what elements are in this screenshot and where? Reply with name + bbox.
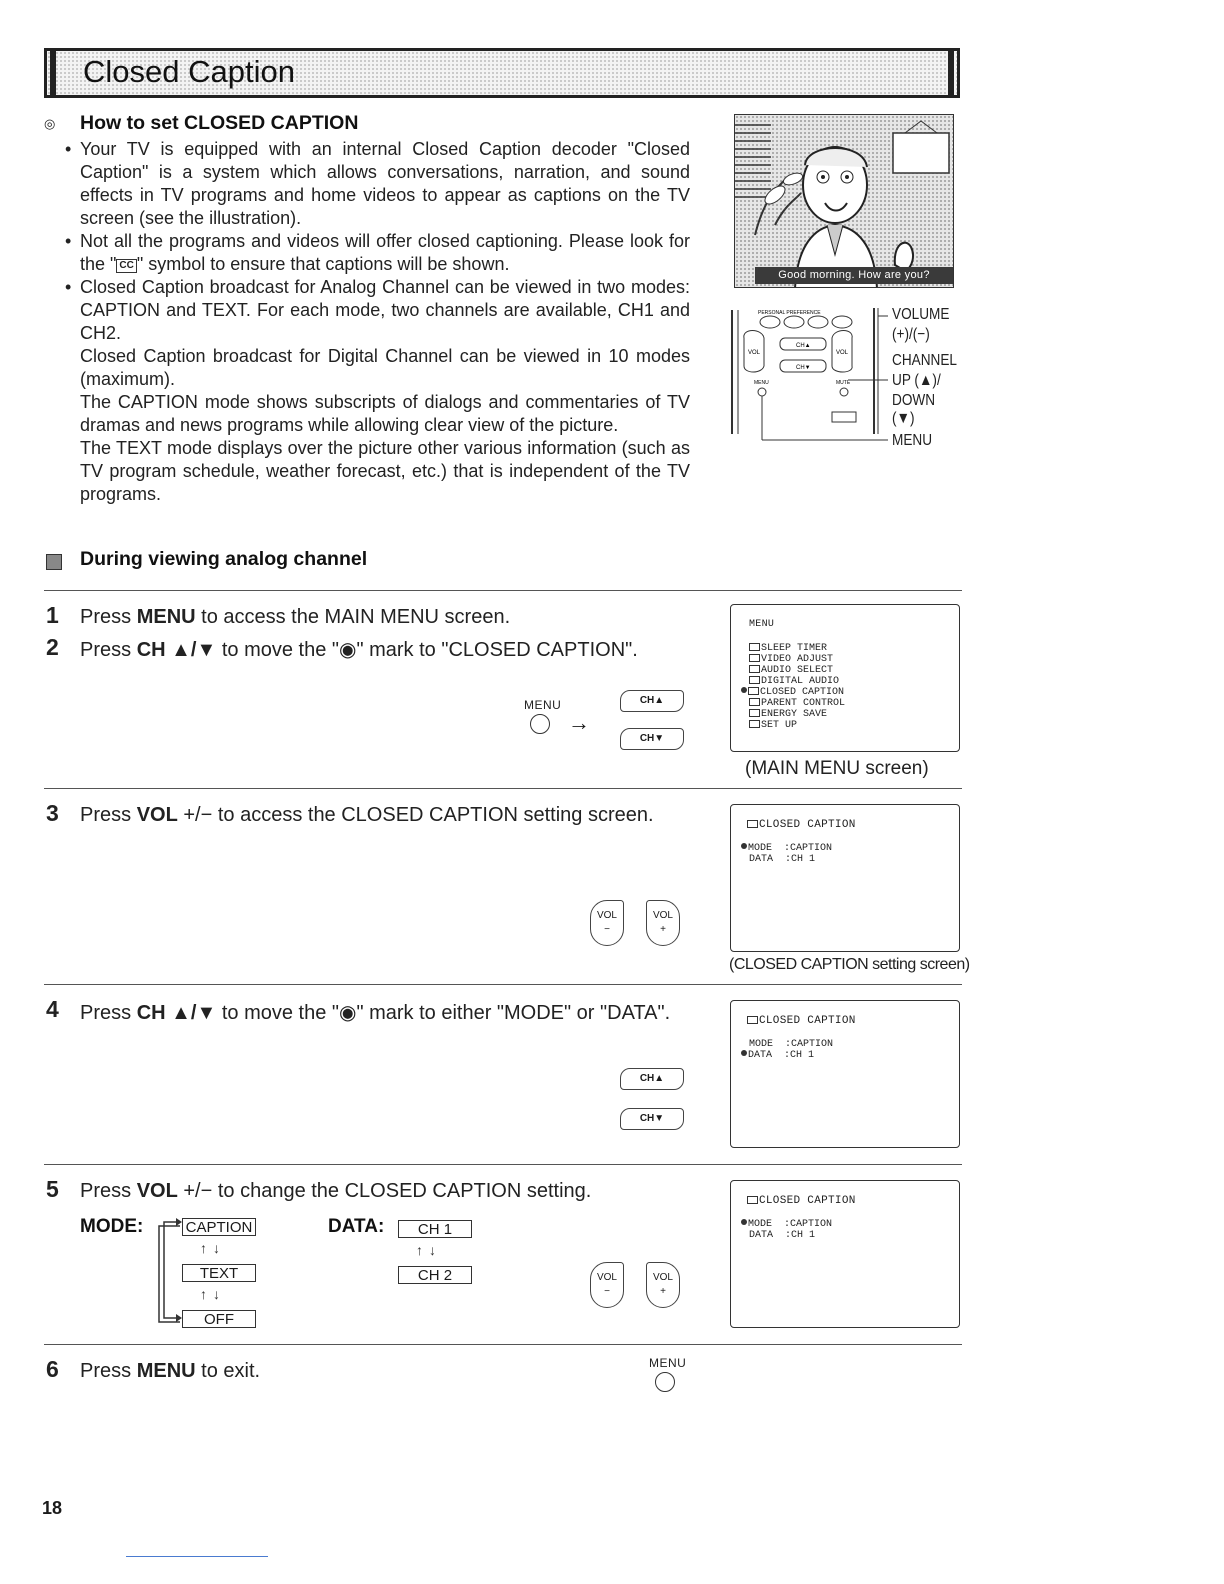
step-4-post: to move the "◉" mark to either "MODE" or "DATA". <box>216 1002 671 1024</box>
bullet-icon: • <box>65 277 72 297</box>
channel-down-label: DOWN (▼) <box>892 392 936 427</box>
intro-bullet-2-before: Not all the programs and videos will offer closed captioning. Please look for the " <box>80 231 690 274</box>
step-5-pre: Press <box>80 1180 137 1202</box>
menu-item-label: ENERGY SAVE <box>761 709 828 720</box>
cc-symbol-icon: CC <box>116 259 136 273</box>
step-2-key: CH ▲/▼ <box>136 639 217 661</box>
step-6-number: 6 <box>46 1356 59 1382</box>
step-6-pre: Press <box>80 1360 137 1382</box>
cc-screen-2-title-text: CLOSED CAPTION <box>759 1015 856 1027</box>
main-menu-title: MENU <box>749 619 775 630</box>
step-6-post: to exit. <box>195 1360 261 1382</box>
menu-item-parent-control <box>749 698 845 709</box>
intro-heading: How to set CLOSED CAPTION <box>80 112 359 134</box>
menu-item-icon <box>749 720 760 728</box>
updown-arrows-icon: ↑↓ <box>200 1240 226 1256</box>
step-3-key: VOL <box>136 804 178 826</box>
vol-plus-sign: + <box>660 924 666 935</box>
bullet-icon: • <box>65 231 72 251</box>
volume-label: VOLUME <box>892 306 950 323</box>
svg-text:VOL: VOL <box>836 350 849 356</box>
cc-screen-3-data: DATA :CH 1 <box>749 1230 816 1241</box>
vol-minus-sign: − <box>604 924 610 935</box>
cc-screen-1-mode-text: MODE :CAPTION <box>748 843 833 854</box>
page-title: Closed Caption <box>83 54 295 89</box>
step-5-key: VOL <box>136 1180 178 1202</box>
section-square-icon <box>46 554 62 570</box>
cc-screen-1-title-text: CLOSED CAPTION <box>759 819 856 831</box>
menu-label: MENU <box>892 432 933 449</box>
svg-text:CH▲: CH▲ <box>796 343 811 349</box>
main-menu-caption: (MAIN MENU screen) <box>745 758 929 779</box>
cursor-mark-icon <box>741 843 747 849</box>
step-1-pre: Press <box>80 606 137 628</box>
cc-icon <box>747 1196 758 1204</box>
data-option-ch1: CH 1 <box>398 1220 472 1238</box>
intro-bullet-3-para-3: The CAPTION mode shows subscripts of dialogs and commentaries of TV dramas and news programs while allowing clear view of the picture. <box>80 392 690 435</box>
main-menu-screen <box>730 604 960 752</box>
step-4-number: 4 <box>46 996 59 1022</box>
menu-item-label: VIDEO ADJUST <box>761 654 834 665</box>
svg-text:MENU: MENU <box>754 380 769 386</box>
cc-setting-screen-3 <box>730 1180 960 1328</box>
cc-screen-1-data: DATA :CH 1 <box>749 854 816 865</box>
step-1-text <box>80 606 510 629</box>
cc-screen-2-data <box>741 1050 814 1061</box>
mode-loop-bracket <box>152 1214 184 1330</box>
section-heading: During viewing analog channel <box>80 548 368 570</box>
step-2-pre: Press <box>80 639 137 661</box>
page-number: 18 <box>42 1498 63 1518</box>
arrow-right-icon: → <box>568 710 590 735</box>
remote-diagram <box>728 304 960 454</box>
menu-item-set-up <box>749 720 797 731</box>
divider <box>44 1164 962 1165</box>
intro-bullet-3-para-4: The TEXT mode displays over the picture other various information (such as TV program schedule, weather forecast, etc.) that is independent of the TV programs. <box>80 438 690 504</box>
menu-item-label: PARENT CONTROL <box>761 698 846 709</box>
menu-item-digital-audio <box>749 676 839 687</box>
double-circle-icon: ◎ <box>44 116 56 131</box>
menu-item-label: SET UP <box>761 720 798 731</box>
mode-option-off: OFF <box>182 1310 256 1328</box>
menu-button[interactable] <box>530 714 550 734</box>
ch-down-button[interactable]: CH▼ <box>620 1108 684 1130</box>
cc-screen-3-mode <box>741 1219 832 1230</box>
step-5-number: 5 <box>46 1176 59 1202</box>
divider <box>44 1344 962 1345</box>
menu-item-label: SLEEP TIMER <box>761 643 828 654</box>
svg-text:MUTE: MUTE <box>836 380 851 386</box>
divider <box>44 984 962 985</box>
step-3-number: 3 <box>46 800 59 826</box>
divider <box>44 590 962 591</box>
updown-arrows-icon: ↑↓ <box>416 1242 442 1258</box>
vol-minus-sign: − <box>604 1286 610 1297</box>
step-5-post: +/− to change the CLOSED CAPTION setting. <box>177 1180 592 1202</box>
svg-text:CH▼: CH▼ <box>796 365 811 371</box>
menu-item-icon <box>749 676 760 684</box>
menu-item-closed-caption <box>741 687 844 698</box>
step-1-key: MENU <box>136 606 196 628</box>
channel-label: CHANNEL <box>892 352 957 369</box>
caption-strip: Good morning. How are you? <box>755 267 953 284</box>
menu-button-caption: MENU <box>524 698 562 712</box>
intro-bullet-2-after: " symbol to ensure that captions will be shown. <box>136 254 510 274</box>
step-4-key: CH ▲/▼ <box>136 1002 217 1024</box>
footer-rule <box>126 1556 268 1557</box>
cc-icon <box>747 820 758 828</box>
step-6-text <box>80 1360 260 1383</box>
data-label: DATA: <box>328 1216 385 1237</box>
cc-screen-1-title <box>747 819 856 831</box>
cursor-mark-icon <box>741 1050 747 1056</box>
cc-setting-screen-1 <box>730 804 960 952</box>
step-2-post: to move the "◉" mark to "CLOSED CAPTION". <box>216 639 638 661</box>
cc-screen-2-data-text: DATA :CH 1 <box>748 1050 815 1061</box>
menu-item-audio-select <box>749 665 833 676</box>
step-1-number: 1 <box>46 602 59 628</box>
intro-bullet-2-text <box>80 230 690 276</box>
cc-screen-1-mode <box>741 843 832 854</box>
menu-item-sleep-timer <box>749 643 827 654</box>
updown-arrows-icon: ↑↓ <box>200 1286 226 1302</box>
intro-bullet-1 <box>65 138 690 230</box>
vol-plus-button[interactable] <box>646 900 680 946</box>
step-3-post: +/− to access the CLOSED CAPTION setting screen. <box>177 804 654 826</box>
menu-item-icon <box>749 709 760 717</box>
divider <box>44 788 962 789</box>
vol-plus-button[interactable] <box>646 1262 680 1308</box>
vol-label: VOL <box>652 910 673 921</box>
step-2-number: 2 <box>46 634 59 660</box>
cc-screen-2-title <box>747 1015 856 1027</box>
ch-up-button[interactable]: CH▲ <box>620 1068 684 1090</box>
title-banner <box>44 48 960 98</box>
intro-bullet-3 <box>65 276 690 506</box>
volume-keys-label: (+)/(−) <box>892 326 930 343</box>
menu-button-caption: MENU <box>649 1356 687 1370</box>
menu-item-icon <box>749 698 760 706</box>
menu-item-icon <box>749 665 760 673</box>
cc-screen-3-title-text: CLOSED CAPTION <box>759 1195 856 1207</box>
intro-bullet-1-text: Your TV is equipped with an internal Closed Caption decoder "Closed Caption" is a system which allows conversations, narration, and sound effects in TV programs and home videos to appear as captions on the TV screen (see the illustration). <box>80 139 690 228</box>
menu-item-energy-save <box>749 709 827 720</box>
vol-label: VOL <box>596 1272 617 1283</box>
cc-setting-caption: (CLOSED CAPTION setting screen) <box>729 956 970 973</box>
cc-screen-3-mode-text: MODE :CAPTION <box>748 1219 833 1230</box>
step-4-pre: Press <box>80 1002 137 1024</box>
intro-bullet-2 <box>65 230 690 276</box>
svg-text:VOL: VOL <box>748 350 761 356</box>
step-6-key: MENU <box>136 1360 196 1382</box>
mode-label: MODE: <box>80 1216 144 1237</box>
data-option-ch2: CH 2 <box>398 1266 472 1284</box>
step-4-text <box>80 1000 670 1025</box>
ch-up-button[interactable]: CH▲ <box>620 690 684 712</box>
cursor-mark-icon <box>741 687 747 693</box>
menu-item-icon <box>748 687 759 695</box>
menu-item-icon <box>749 643 760 651</box>
step-1-post: to access the MAIN MENU screen. <box>195 606 511 628</box>
cc-screen-2-mode: MODE :CAPTION <box>749 1039 834 1050</box>
menu-item-video-adjust <box>749 654 833 665</box>
menu-item-icon <box>749 654 760 662</box>
step-2-text <box>80 637 638 662</box>
remote-drawing <box>728 304 888 444</box>
ch-down-button[interactable]: CH▼ <box>620 728 684 750</box>
cc-screen-3-title <box>747 1195 856 1207</box>
vol-plus-sign: + <box>660 1286 666 1297</box>
intro-section <box>65 138 690 506</box>
cc-setting-screen-2 <box>730 1000 960 1148</box>
vol-label: VOL <box>596 910 617 921</box>
tv-scene-drawing <box>735 115 954 288</box>
menu-item-label: CLOSED CAPTION <box>760 687 845 698</box>
vol-label: VOL <box>652 1272 673 1283</box>
mode-option-caption: CAPTION <box>182 1218 256 1236</box>
svg-text:PERSONAL PREFERENCE: PERSONAL PREFERENCE <box>758 310 821 316</box>
menu-button[interactable] <box>655 1372 675 1392</box>
step-3-text <box>80 804 654 827</box>
menu-item-label: DIGITAL AUDIO <box>761 676 840 687</box>
bullet-icon: • <box>65 139 72 159</box>
channel-up-label: UP (▲)/ <box>892 372 941 389</box>
intro-bullet-3-para-2: Closed Caption broadcast for Digital Channel can be viewed in 10 modes (maximum). <box>80 346 690 389</box>
cc-icon <box>747 1016 758 1024</box>
cursor-mark-icon <box>741 1219 747 1225</box>
intro-bullet-3-para-1: Closed Caption broadcast for Analog Channel can be viewed in two modes: CAPTION and TEXT. For each mode, two channels are available, CH1 and CH2. <box>80 277 690 343</box>
step-5-text <box>80 1180 591 1203</box>
vol-minus-button[interactable] <box>590 900 624 946</box>
menu-item-label: AUDIO SELECT <box>761 665 834 676</box>
tv-illustration <box>734 114 954 288</box>
step-3-pre: Press <box>80 804 137 826</box>
vol-minus-button[interactable] <box>590 1262 624 1308</box>
mode-option-text: TEXT <box>182 1264 256 1282</box>
